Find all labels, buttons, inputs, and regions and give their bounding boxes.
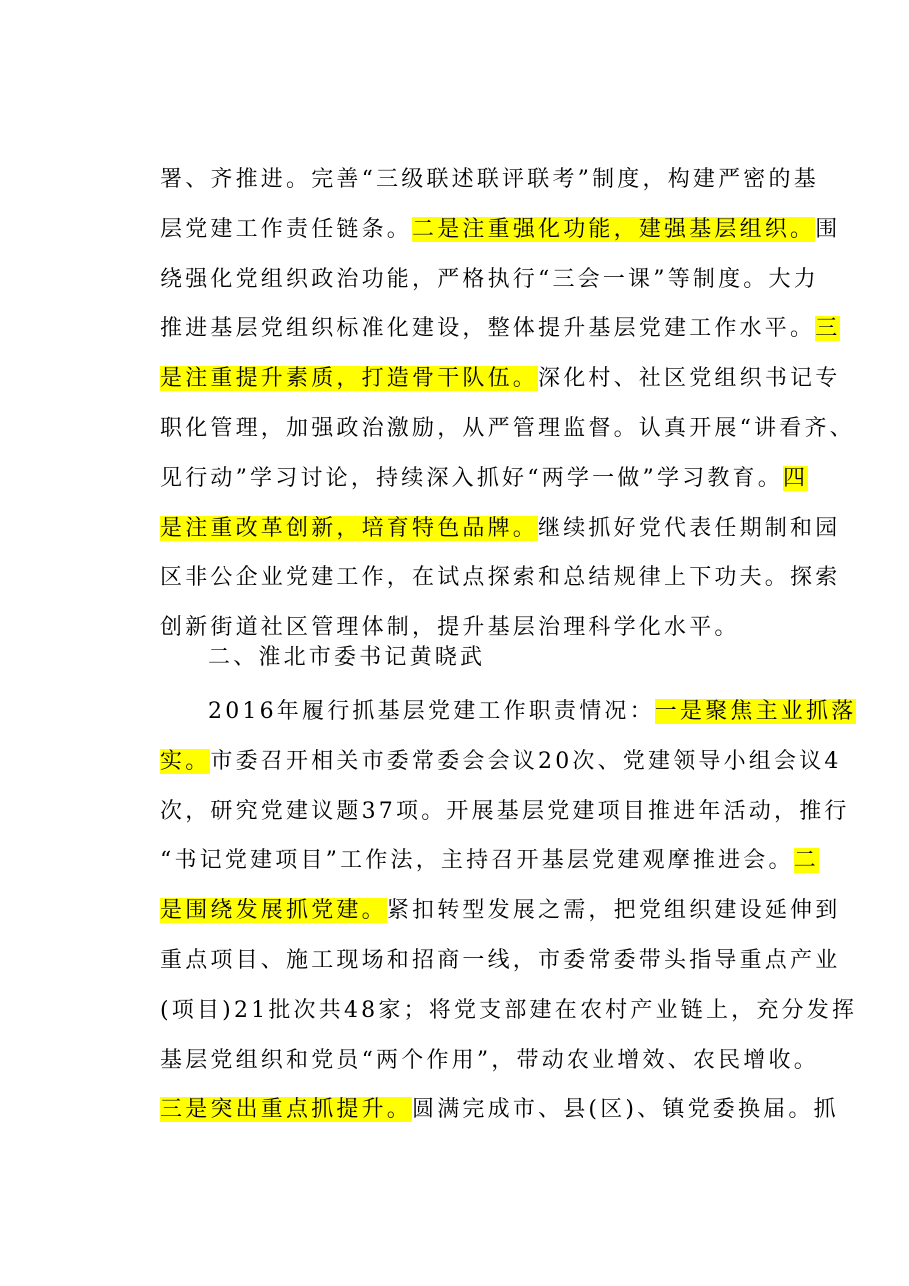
highlighted-text: 实。: [160, 748, 211, 774]
text-line: [160, 1043, 819, 1087]
text-line: [160, 361, 841, 405]
text-run: 紧扣转型发展之需，把党组织建设延伸到: [386, 898, 841, 924]
text-line: [160, 461, 809, 505]
text-run: “书记党建项目”工作法，主持召开基层党建观摩推进会。: [160, 848, 794, 874]
section-heading: 二、淮北市委书记黄晓武: [208, 645, 486, 670]
highlighted-text: 一是聚焦主业抓落: [654, 699, 857, 724]
text-run: 署、齐推进。完善“三级联述联评联考”制度，构建严密的基: [160, 167, 819, 192]
text-run: 重点项目、施工现场和招商一线，市委常委带头指导重点产业: [160, 948, 841, 973]
text-line: [160, 843, 819, 887]
highlighted-text: 二是注重强化功能，建强基层组织。: [412, 216, 816, 242]
highlighted-text: 二: [793, 848, 819, 874]
text-line: [160, 262, 819, 306]
text-run: (项目)21批次共48家；将党支部建在农村产业链上，充分发挥: [160, 997, 858, 1023]
text-line: [160, 212, 841, 256]
text-run: 次，研究党建议题37项。开展基层党建项目推进年活动，推行: [160, 798, 850, 824]
text-line: [160, 993, 858, 1037]
text-line: [160, 311, 841, 355]
highlighted-text: 三是突出重点抓提升。: [160, 1097, 413, 1123]
text-run: 绕强化党组织政治功能，严格执行“三会一课”等制度。大力: [160, 266, 819, 292]
text-line: [160, 560, 841, 604]
text-run: 2016年履行抓基层党建工作职责情况：: [208, 699, 655, 724]
text-line: [160, 162, 819, 206]
text-line: [160, 511, 841, 555]
text-line: [208, 694, 857, 738]
text-line: [160, 411, 855, 455]
text-run: 基层党组织和党员“两个作用”，带动农业增效、农民增收。: [160, 1047, 819, 1073]
text-run: 创新街道社区管理体制，提升基层治理科学化水平。: [160, 615, 740, 641]
highlighted-text: 是注重提升素质，打造骨干队伍。: [160, 366, 539, 392]
highlighted-text: 四: [782, 465, 809, 491]
text-run: 市委召开相关市委常委会会议20次、党建领导小组会议4: [210, 748, 842, 774]
highlighted-text: 是围绕发展抓党建。: [160, 898, 387, 924]
text-run: 见行动”学习讨论，持续深入抓好“两学一做”学习教育。: [160, 465, 783, 491]
highlighted-text: 是注重改革创新，培育特色品牌。: [160, 515, 539, 541]
text-run: 深化村、社区党组织书记专: [538, 366, 841, 392]
text-run: 层党建工作责任链条。: [160, 216, 413, 242]
text-run: 区非公企业党建工作，在试点探索和总结规律上下功夫。探索: [160, 565, 841, 591]
text-line: [160, 794, 850, 838]
text-run: 继续抓好党代表任期制和园: [538, 515, 841, 541]
text-line: [160, 893, 841, 937]
text-line: [160, 744, 842, 788]
text-run: 职化管理，加强政治激励，从严管理监督。认真开展“讲看齐、: [160, 416, 855, 441]
highlighted-text: 三: [815, 316, 841, 342]
text-run: 围: [815, 216, 841, 242]
text-run: 圆满完成市、县(区)、镇党委换届。抓: [412, 1097, 839, 1123]
text-run: 推进基层党组织标准化建设，整体提升基层党建工作水平。: [160, 316, 816, 342]
text-line: [160, 943, 841, 987]
text-line: [160, 1092, 839, 1136]
